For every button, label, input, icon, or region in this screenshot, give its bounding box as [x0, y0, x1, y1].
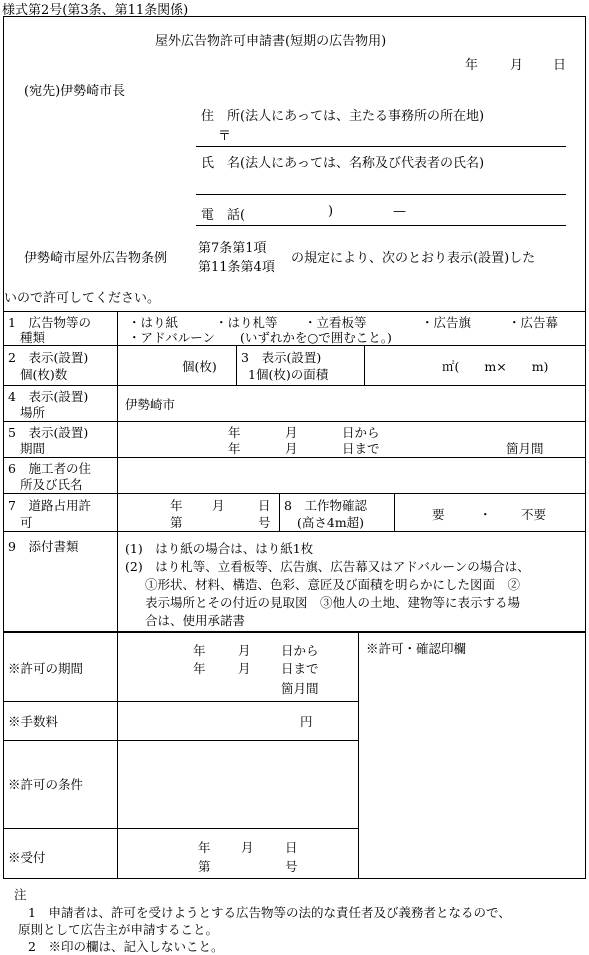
statement-article-1: 第7条第1項 — [198, 241, 267, 256]
date-month: 月 — [510, 58, 524, 73]
office-to-month: 月 — [238, 661, 251, 676]
row3-label-2: 1個(枚)の面積 — [248, 367, 329, 382]
office-period-label: ※許可の期間 — [8, 661, 84, 676]
office-from-year: 年 — [193, 643, 206, 658]
statement-prefix: 伊勢崎市屋外広告物条例 — [24, 251, 168, 266]
type-tatekanban[interactable]: ・立看板等 — [304, 315, 367, 330]
note-1: 1 申請者は、許可を受けようとする広告物等の法的な責任者及び義務者となるので、 — [28, 905, 511, 920]
office-to-day: 日まで — [281, 661, 319, 676]
row5-to-year: 年 — [228, 441, 241, 456]
postal-mark: 〒 — [218, 129, 232, 144]
row6-label-2: 所及び氏名 — [20, 477, 83, 492]
office-fee-label: ※手数料 — [8, 714, 59, 729]
row9-label: 9 添付書類 — [8, 539, 79, 554]
row5-from-year: 年 — [228, 425, 241, 440]
office-bottom — [3, 878, 586, 879]
type-adballoon[interactable]: ・アドバルーン (いずれかを○で囲むこと。) — [128, 330, 392, 345]
office-stamp-label: ※許可・確認印欄 — [366, 641, 467, 656]
row7-label-2: 可 — [20, 515, 33, 530]
row7-year: 年 — [170, 498, 183, 513]
row5-label-2: 期間 — [20, 441, 46, 456]
option-required[interactable]: 要 — [432, 507, 445, 522]
statement-suffix: の規定により、次のとおり表示(設置)した — [291, 251, 536, 266]
row8-label-1: 8 工作物確認 — [284, 498, 367, 513]
attach-line-5: 合は、使用承諾書 — [145, 613, 246, 628]
notes-heading: 注 — [14, 887, 27, 902]
row7-no-prefix: 第 — [170, 515, 183, 530]
row5-label-1: 5 表示(設置) — [8, 425, 89, 440]
type-harigami[interactable]: ・はり紙 — [128, 315, 179, 330]
row2-label-1: 2 表示(設置) — [8, 350, 89, 365]
phone-label: 電 話( — [201, 208, 246, 223]
name-underline[interactable] — [196, 194, 566, 195]
row3-label-1: 3 表示(設置) — [241, 350, 322, 365]
row6-label-1: 6 施工者の住 — [8, 461, 91, 476]
attach-line-4: 表示場所とその付近の見取図 ③他人の土地、建物等に表示する場 — [145, 595, 521, 610]
row5-to-day: 日まで — [342, 441, 380, 456]
row7-month: 月 — [212, 498, 225, 513]
receipt-month: 月 — [241, 840, 254, 855]
table-top — [3, 311, 586, 312]
attach-line-1: (1) はり紙の場合は、はり紙1枚 — [125, 541, 314, 556]
option-separator: ・ — [479, 507, 492, 522]
attach-line-2: (2) はり札等、立看板等、広告旗、広告幕又はアドバルーンの場合は、 — [125, 559, 530, 574]
attach-line-3: ①形状、材料、構造、色彩、意匠及び面積を明らかにした図面 ② — [145, 577, 521, 592]
office-fee-unit: 円 — [300, 714, 313, 729]
row2-unit: 個(枚) — [182, 359, 217, 374]
row8-label-2: (高さ4m超) — [297, 515, 365, 530]
statement-article-2: 第11条第4項 — [198, 260, 275, 275]
row3-area: ㎡( m× m) — [442, 359, 549, 374]
row5-from-month: 月 — [285, 425, 298, 440]
frame-right — [585, 16, 586, 632]
receipt-year: 年 — [198, 840, 211, 855]
row5-from-day: 日から — [342, 425, 380, 440]
office-to-year: 年 — [193, 661, 206, 676]
name-label: 氏 名(法人にあっては、名称及び代表者の氏名) — [201, 156, 485, 171]
office-from-day: 日から — [281, 643, 319, 658]
row1-label-2: 種類 — [20, 330, 46, 345]
type-harifuda[interactable]: ・はり札等 — [215, 315, 278, 330]
phone-dash: — — [393, 204, 406, 219]
office-months: 箇月間 — [281, 681, 319, 696]
row4-label-2: 場所 — [20, 405, 46, 420]
note-2: 2 ※印の欄は、記入しないこと。 — [28, 939, 224, 954]
address-label: 住 所(法人にあっては、主たる事務所の所在地) — [201, 109, 485, 124]
row7-day: 日 — [258, 498, 271, 513]
receipt-day: 日 — [285, 840, 298, 855]
receipt-no-prefix: 第 — [198, 859, 211, 874]
frame-left — [3, 16, 4, 632]
row2-label-2: 個(枚)数 — [20, 367, 68, 382]
address-underline[interactable] — [196, 146, 566, 147]
row5-months: 箇月間 — [506, 441, 544, 456]
note-1-cont: 原則として広告主が申請すること。 — [18, 922, 219, 937]
row5-to-month: 月 — [285, 441, 298, 456]
statement-line2: いので許可してください。 — [4, 291, 161, 306]
office-conditions-label: ※許可の条件 — [8, 777, 84, 792]
phone-close: ) — [328, 204, 334, 219]
date-year: 年 — [465, 58, 479, 73]
type-koukokumaku[interactable]: ・広告幕 — [508, 315, 559, 330]
row4-value: 伊勢崎市 — [125, 397, 176, 412]
row4-label-1: 4 表示(設置) — [8, 389, 89, 404]
table-bottom — [3, 631, 586, 633]
row7-label-1: 7 道路占用許 — [8, 498, 91, 513]
date-day: 日 — [553, 58, 567, 73]
form-title: 屋外広告物許可申請書(短期の広告物用) — [155, 34, 387, 49]
office-receipt-label: ※受付 — [8, 850, 46, 865]
type-koukokuki[interactable]: ・広告旗 — [421, 315, 472, 330]
phone-underline[interactable] — [196, 225, 566, 226]
office-from-month: 月 — [238, 643, 251, 658]
addressee: (宛先)伊勢崎市長 — [24, 84, 126, 99]
form-number: 様式第2号(第3条、第11条関係) — [2, 3, 189, 18]
row1-label-1: 1 広告物等の — [8, 315, 91, 330]
option-not-required[interactable]: 不要 — [521, 507, 547, 522]
row7-no-suffix: 号 — [258, 515, 271, 530]
receipt-no-suffix: 号 — [285, 859, 298, 874]
